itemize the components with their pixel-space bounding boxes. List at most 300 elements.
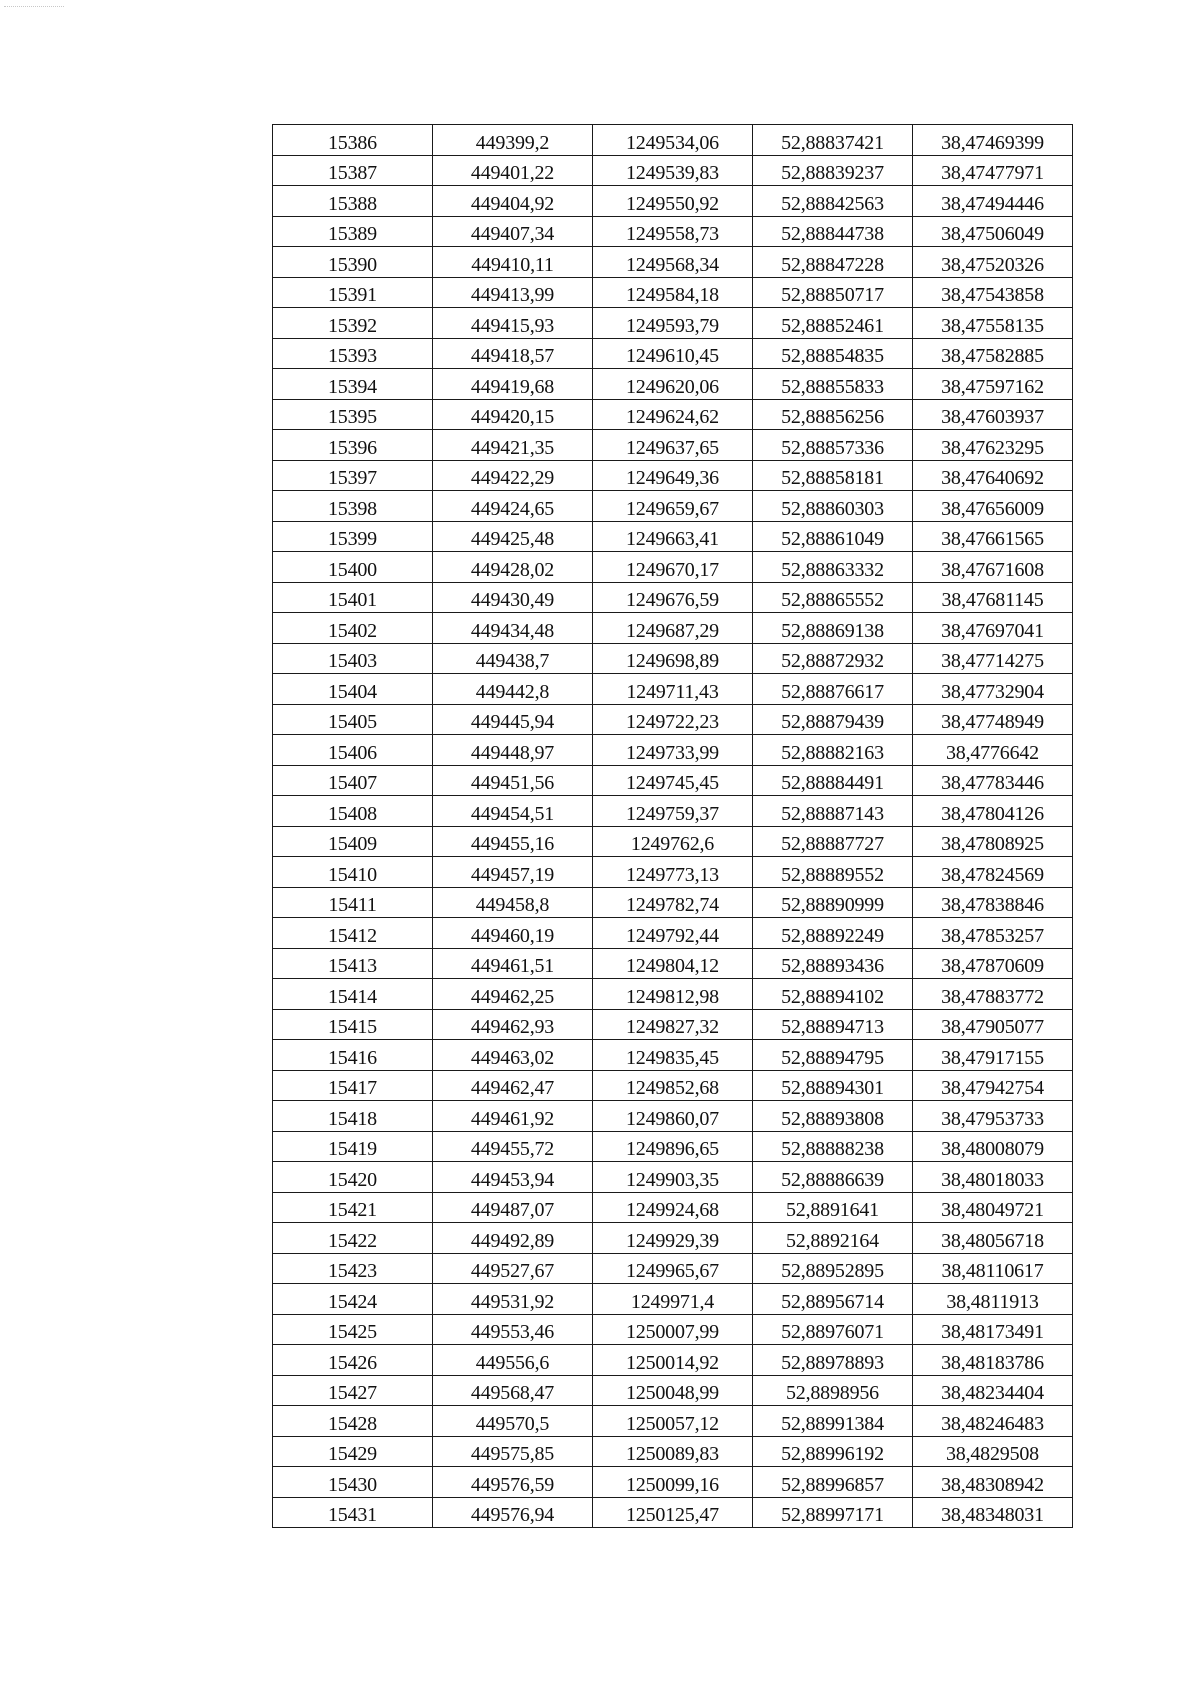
table-row [273, 155, 1073, 186]
point-number-cell [273, 155, 433, 186]
cell-value: 52,88889552 [781, 863, 884, 886]
cell-value: 38,47714275 [941, 650, 1044, 672]
latitude-cell [753, 460, 913, 491]
cell-value: 1249965,67 [625, 1260, 719, 1282]
point-number-cell [273, 1223, 433, 1254]
cell-value: 1249860,07 [625, 1107, 719, 1130]
point-number-cell [273, 765, 433, 796]
longitude-cell [913, 826, 1073, 857]
longitude-cell [913, 247, 1073, 278]
y-coordinate-cell [593, 1436, 753, 1467]
latitude-cell [753, 369, 913, 400]
point-number-cell [273, 399, 433, 430]
cell-value: 52,88893808 [781, 1107, 884, 1130]
cell-value: 38,4811913 [946, 1290, 1039, 1313]
y-coordinate-cell [593, 216, 753, 247]
latitude-cell [753, 1284, 913, 1315]
cell-value: 52,8898956 [785, 1382, 879, 1404]
point-number-cell [273, 125, 433, 156]
cell-value: 38,47558135 [941, 314, 1044, 337]
coordinates-table-body [273, 125, 1073, 1528]
table-row [273, 1101, 1073, 1132]
cell-value: 15420 [327, 1168, 377, 1191]
x-coordinate-cell [433, 1040, 593, 1071]
cell-value: 38,47681145 [941, 589, 1044, 611]
latitude-cell [753, 796, 913, 827]
longitude-cell [913, 216, 1073, 247]
longitude-cell [913, 1162, 1073, 1193]
y-coordinate-cell [593, 491, 753, 522]
cell-value: 449527,67 [470, 1260, 555, 1282]
cell-value: 449553,46 [470, 1321, 555, 1343]
x-coordinate-cell [433, 1436, 593, 1467]
cell-value: 38,47603937 [941, 406, 1044, 428]
y-coordinate-cell [593, 1009, 753, 1040]
cell-value: 15424 [327, 1290, 377, 1313]
cell-value: 449568,47 [470, 1382, 555, 1404]
longitude-cell [913, 338, 1073, 369]
latitude-cell [753, 1406, 913, 1437]
latitude-cell [753, 826, 913, 857]
latitude-cell [753, 338, 913, 369]
cell-value: 449570,5 [475, 1412, 550, 1435]
cell-value: 52,88882163 [781, 741, 884, 764]
cell-value: 15412 [327, 924, 377, 947]
cell-value: 15411 [328, 894, 377, 916]
cell-value: 38,48246483 [941, 1412, 1044, 1435]
x-coordinate-cell [433, 765, 593, 796]
cell-value: 449438,7 [475, 650, 550, 672]
x-coordinate-cell [433, 1162, 593, 1193]
latitude-cell [753, 277, 913, 308]
table-row [273, 1314, 1073, 1345]
y-coordinate-cell [593, 1192, 753, 1223]
cell-value: 52,88888238 [781, 1138, 884, 1160]
y-coordinate-cell [593, 735, 753, 766]
cell-value: 449576,94 [470, 1504, 555, 1526]
cell-value: 52,88991384 [781, 1412, 884, 1435]
table-row [273, 674, 1073, 705]
cell-value: 38,47640692 [941, 467, 1044, 489]
x-coordinate-cell [433, 1192, 593, 1223]
cell-value: 52,88844738 [781, 223, 884, 245]
coordinates-table [272, 124, 1073, 1528]
x-coordinate-cell [433, 125, 593, 156]
cell-value: 449575,85 [470, 1443, 555, 1465]
y-coordinate-cell [593, 613, 753, 644]
x-coordinate-cell [433, 979, 593, 1010]
cell-value: 52,88852461 [781, 314, 884, 337]
x-coordinate-cell [433, 1406, 593, 1437]
cell-value: 52,88894301 [781, 1077, 884, 1099]
cell-value: 449462,25 [470, 985, 555, 1008]
cell-value: 15429 [327, 1443, 377, 1465]
y-coordinate-cell [593, 369, 753, 400]
cell-value: 449458,8 [475, 894, 550, 916]
latitude-cell [753, 887, 913, 918]
cell-value: 38,47838846 [941, 894, 1044, 916]
cell-value: 1249711,43 [626, 680, 719, 703]
cell-value: 15391 [327, 284, 377, 306]
longitude-cell [913, 1253, 1073, 1284]
longitude-cell [913, 796, 1073, 827]
cell-value: 15398 [327, 497, 377, 520]
cell-value: 15390 [327, 253, 377, 276]
cell-value: 1249782,74 [625, 894, 719, 916]
latitude-cell [753, 308, 913, 339]
cell-value: 38,47942754 [941, 1077, 1044, 1099]
cell-value: 1250125,47 [625, 1504, 719, 1526]
cell-value: 1249676,59 [625, 589, 719, 611]
longitude-cell [913, 1192, 1073, 1223]
cell-value: 15388 [327, 192, 377, 215]
cell-value: 449419,68 [470, 375, 555, 398]
y-coordinate-cell [593, 1406, 753, 1437]
latitude-cell [753, 125, 913, 156]
latitude-cell [753, 1101, 913, 1132]
cell-value: 1249624,62 [625, 406, 719, 428]
y-coordinate-cell [593, 430, 753, 461]
x-coordinate-cell [433, 1497, 593, 1528]
latitude-cell [753, 582, 913, 613]
cell-value: 1250014,92 [625, 1351, 719, 1374]
table-row [273, 765, 1073, 796]
cell-value: 52,88856256 [781, 406, 884, 428]
table-row [273, 643, 1073, 674]
cell-value: 1249929,39 [625, 1229, 719, 1252]
y-coordinate-cell [593, 125, 753, 156]
cell-value: 15421 [327, 1199, 377, 1221]
latitude-cell [753, 1253, 913, 1284]
x-coordinate-cell [433, 796, 593, 827]
latitude-cell [753, 979, 913, 1010]
point-number-cell [273, 1131, 433, 1162]
longitude-cell [913, 1223, 1073, 1254]
cell-value: 52,88861049 [781, 528, 884, 550]
y-coordinate-cell [593, 826, 753, 857]
cell-value: 15393 [327, 345, 377, 367]
latitude-cell [753, 704, 913, 735]
cell-value: 1249812,98 [625, 985, 719, 1008]
y-coordinate-cell [593, 582, 753, 613]
cell-value: 52,88879439 [781, 711, 884, 733]
cell-value: 15401 [327, 589, 377, 611]
cell-value: 52,88893436 [781, 955, 884, 977]
longitude-cell [913, 277, 1073, 308]
cell-value: 52,88842563 [781, 192, 884, 215]
cell-value: 449407,34 [470, 223, 555, 245]
y-coordinate-cell [593, 1131, 753, 1162]
cell-value: 449424,65 [470, 497, 555, 520]
latitude-cell [753, 216, 913, 247]
x-coordinate-cell [433, 857, 593, 888]
cell-value: 15414 [327, 985, 377, 1008]
x-coordinate-cell [433, 887, 593, 918]
point-number-cell [273, 1375, 433, 1406]
point-number-cell [273, 1284, 433, 1315]
cell-value: 15392 [327, 314, 377, 337]
y-coordinate-cell [593, 1314, 753, 1345]
latitude-cell [753, 552, 913, 583]
table-row [273, 979, 1073, 1010]
latitude-cell [753, 1345, 913, 1376]
cell-value: 52,88976071 [781, 1321, 884, 1343]
cell-value: 38,47870609 [941, 955, 1044, 977]
cell-value: 449460,19 [470, 924, 555, 947]
cell-value: 38,48008079 [941, 1138, 1044, 1160]
table-row [273, 1192, 1073, 1223]
cell-value: 449461,92 [470, 1107, 555, 1130]
cell-value: 38,47748949 [941, 711, 1044, 733]
x-coordinate-cell [433, 1345, 593, 1376]
cell-value: 449454,51 [470, 802, 555, 825]
cell-value: 1249568,34 [625, 253, 719, 276]
cell-value: 449461,51 [470, 955, 555, 977]
cell-value: 449448,97 [470, 741, 555, 764]
y-coordinate-cell [593, 521, 753, 552]
point-number-cell [273, 704, 433, 735]
cell-value: 38,47732904 [941, 680, 1044, 703]
y-coordinate-cell [593, 674, 753, 705]
y-coordinate-cell [593, 1040, 753, 1071]
table-row [273, 1436, 1073, 1467]
x-coordinate-cell [433, 460, 593, 491]
table-row [273, 887, 1073, 918]
cell-value: 38,48173491 [941, 1321, 1044, 1343]
cell-value: 449463,02 [470, 1046, 555, 1069]
point-number-cell [273, 1162, 433, 1193]
cell-value: 15409 [327, 833, 377, 855]
latitude-cell [753, 948, 913, 979]
cell-value: 52,88996857 [781, 1473, 884, 1496]
y-coordinate-cell [593, 338, 753, 369]
table-row [273, 704, 1073, 735]
longitude-cell [913, 155, 1073, 186]
cell-value: 52,88837421 [781, 131, 884, 154]
table-row [273, 857, 1073, 888]
cell-value: 15427 [327, 1382, 377, 1404]
point-number-cell [273, 460, 433, 491]
latitude-cell [753, 765, 913, 796]
cell-value: 1249804,12 [625, 955, 719, 977]
cell-value: 1249534,06 [625, 131, 719, 154]
point-number-cell [273, 857, 433, 888]
y-coordinate-cell [593, 308, 753, 339]
y-coordinate-cell [593, 1253, 753, 1284]
cell-value: 1250099,16 [625, 1473, 719, 1496]
x-coordinate-cell [433, 247, 593, 278]
cell-value: 15419 [327, 1138, 377, 1160]
latitude-cell [753, 1467, 913, 1498]
x-coordinate-cell [433, 1284, 593, 1315]
longitude-cell [913, 369, 1073, 400]
longitude-cell [913, 918, 1073, 949]
cell-value: 15405 [327, 711, 377, 733]
y-coordinate-cell [593, 1223, 753, 1254]
cell-value: 15403 [327, 650, 377, 672]
cell-value: 38,4776642 [945, 741, 1039, 764]
point-number-cell [273, 979, 433, 1010]
table-row [273, 1223, 1073, 1254]
table-row [273, 1162, 1073, 1193]
x-coordinate-cell [433, 430, 593, 461]
cell-value: 52,88997171 [781, 1504, 884, 1526]
x-coordinate-cell [433, 1009, 593, 1040]
cell-value: 38,47783446 [941, 772, 1044, 794]
y-coordinate-cell [593, 1101, 753, 1132]
point-number-cell [273, 1040, 433, 1071]
cell-value: 15428 [327, 1412, 377, 1435]
point-number-cell [273, 948, 433, 979]
cell-value: 15418 [327, 1107, 377, 1130]
cell-value: 449556,6 [475, 1351, 550, 1374]
x-coordinate-cell [433, 735, 593, 766]
longitude-cell [913, 1284, 1073, 1315]
point-number-cell [273, 491, 433, 522]
cell-value: 1249637,65 [625, 436, 719, 459]
longitude-cell [913, 1131, 1073, 1162]
cell-value: 38,47543858 [941, 284, 1044, 306]
cell-value: 38,47917155 [941, 1046, 1044, 1069]
cell-value: 1249558,73 [625, 223, 719, 245]
x-coordinate-cell [433, 216, 593, 247]
cell-value: 15426 [327, 1351, 377, 1374]
table-row [273, 491, 1073, 522]
cell-value: 449430,49 [470, 589, 555, 611]
point-number-cell [273, 369, 433, 400]
longitude-cell [913, 552, 1073, 583]
table-row [273, 399, 1073, 430]
point-number-cell [273, 1101, 433, 1132]
cell-value: 15431 [327, 1504, 377, 1526]
latitude-cell [753, 155, 913, 186]
cell-value: 38,47697041 [941, 619, 1044, 642]
latitude-cell [753, 1314, 913, 1345]
cell-value: 52,88887143 [781, 802, 884, 825]
point-number-cell [273, 1345, 433, 1376]
latitude-cell [753, 1131, 913, 1162]
x-coordinate-cell [433, 704, 593, 735]
table-row [273, 1009, 1073, 1040]
cell-value: 1249539,83 [625, 162, 719, 184]
x-coordinate-cell [433, 1375, 593, 1406]
cell-value: 52,88860303 [781, 497, 884, 520]
table-row [273, 948, 1073, 979]
table-row [273, 613, 1073, 644]
cell-value: 1249663,41 [625, 528, 719, 550]
cell-value: 52,88894102 [781, 985, 884, 1008]
cell-value: 52,88890999 [781, 894, 884, 916]
y-coordinate-cell [593, 247, 753, 278]
latitude-cell [753, 1162, 913, 1193]
longitude-cell [913, 1070, 1073, 1101]
cell-value: 449487,07 [470, 1199, 555, 1221]
cell-value: 1250057,12 [625, 1412, 719, 1435]
longitude-cell [913, 1406, 1073, 1437]
cell-value: 38,47623295 [941, 436, 1044, 459]
cell-value: 52,88894713 [781, 1016, 884, 1038]
cell-value: 15408 [327, 802, 377, 825]
x-coordinate-cell [433, 1253, 593, 1284]
cell-value: 15417 [327, 1077, 377, 1099]
cell-value: 449428,02 [470, 558, 555, 581]
cell-value: 449420,15 [470, 406, 555, 428]
latitude-cell [753, 1223, 913, 1254]
point-number-cell [273, 826, 433, 857]
point-number-cell [273, 613, 433, 644]
y-coordinate-cell [593, 1467, 753, 1498]
cell-value: 38,47824569 [941, 863, 1044, 886]
x-coordinate-cell [433, 1467, 593, 1498]
cell-value: 449492,89 [470, 1229, 555, 1252]
cell-value: 449425,48 [470, 528, 555, 550]
longitude-cell [913, 1467, 1073, 1498]
cell-value: 38,48110617 [941, 1260, 1044, 1282]
y-coordinate-cell [593, 1375, 753, 1406]
cell-value: 1250048,99 [625, 1382, 719, 1404]
table-row [273, 1131, 1073, 1162]
cell-value: 1249593,79 [625, 314, 719, 337]
cell-value: 449445,94 [470, 711, 555, 733]
cell-value: 38,47661565 [941, 528, 1044, 550]
y-coordinate-cell [593, 765, 753, 796]
y-coordinate-cell [593, 948, 753, 979]
longitude-cell [913, 186, 1073, 217]
x-coordinate-cell [433, 369, 593, 400]
latitude-cell [753, 1192, 913, 1223]
cell-value: 52,88952895 [781, 1260, 884, 1282]
cell-value: 52,88872932 [781, 650, 884, 672]
table-row [273, 369, 1073, 400]
x-coordinate-cell [433, 1223, 593, 1254]
point-number-cell [273, 1070, 433, 1101]
cell-value: 52,88892249 [781, 924, 884, 947]
point-number-cell [273, 277, 433, 308]
latitude-cell [753, 735, 913, 766]
table-row [273, 1284, 1073, 1315]
cell-value: 449410,11 [471, 253, 554, 276]
point-number-cell [273, 1497, 433, 1528]
cell-value: 449422,29 [470, 467, 555, 489]
y-coordinate-cell [593, 704, 753, 735]
cell-value: 449434,48 [470, 619, 555, 642]
table-row [273, 796, 1073, 827]
y-coordinate-cell [593, 277, 753, 308]
longitude-cell [913, 1436, 1073, 1467]
cell-value: 1249649,36 [625, 467, 719, 489]
cell-value: 38,47656009 [941, 497, 1044, 520]
longitude-cell [913, 979, 1073, 1010]
cell-value: 52,88855833 [781, 375, 884, 398]
cell-value: 38,47953733 [941, 1107, 1044, 1130]
longitude-cell [913, 948, 1073, 979]
cell-value: 38,48234404 [941, 1382, 1044, 1404]
cell-value: 1249971,4 [630, 1290, 715, 1313]
x-coordinate-cell [433, 1101, 593, 1132]
x-coordinate-cell [433, 1314, 593, 1345]
cell-value: 15410 [327, 863, 377, 886]
cell-value: 52,88894795 [781, 1046, 884, 1069]
cell-value: 449421,35 [470, 436, 555, 459]
cell-value: 38,48308942 [941, 1473, 1044, 1496]
cell-value: 38,47853257 [941, 924, 1044, 947]
scan-artifact [4, 6, 64, 10]
cell-value: 449401,22 [470, 162, 555, 184]
cell-value: 15395 [327, 406, 377, 428]
longitude-cell [913, 765, 1073, 796]
cell-value: 1249722,23 [625, 711, 719, 733]
table-row [273, 1375, 1073, 1406]
